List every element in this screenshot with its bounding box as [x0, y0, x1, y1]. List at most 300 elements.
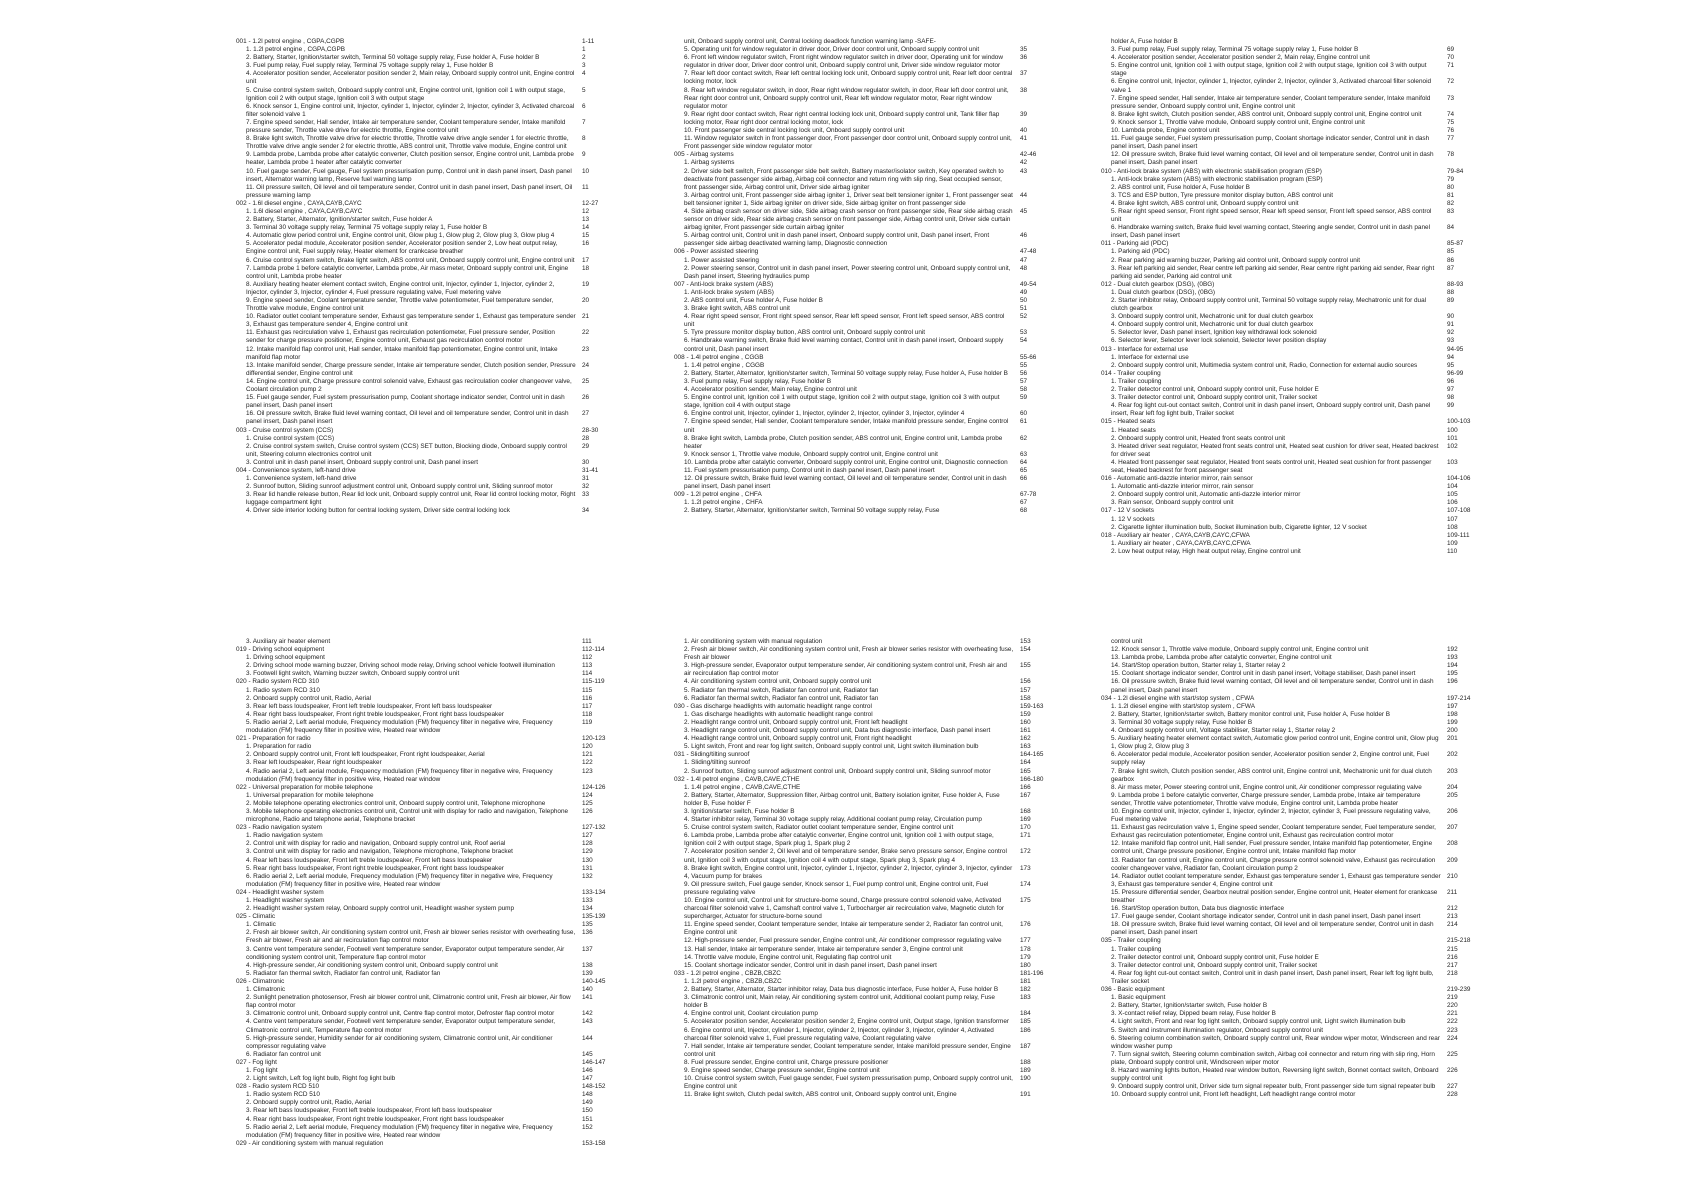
page-number: 71	[1447, 62, 1455, 70]
page-number: 196	[1447, 678, 1458, 686]
entry-text: 8. Rear left window regulator switch, in door, Rear right window regulator switch, in door, Rear left door control unit, Rear right door control unit, Onboard supply control unit, Rear left window regulator motor, Rear right window regulator motor	[684, 86, 1009, 110]
page-number: 43	[1020, 167, 1028, 175]
section-title: 016 - Automatic anti-dazzle interior mirror, rain sensor	[1101, 475, 1253, 483]
page-number: 73	[1447, 94, 1455, 102]
entry-text: 2. Cigarette lighter illumination bulb, Socket illumination bulb, Cigarette lighter, 12 V socket	[1111, 523, 1367, 531]
page-number: 217	[1447, 961, 1458, 969]
section-title: 008 - 1.4l petrol engine , CGGB	[674, 353, 764, 361]
page-number: 141	[582, 994, 593, 1002]
section-heading-row	[1101, 986, 1487, 994]
page-number: 115	[582, 686, 593, 694]
entry-text: 1. Anti-lock brake system (ABS)	[684, 288, 774, 296]
entry-text: 9. Lambda probe 1 before catalytic converter, Charge pressure sender, Lambda probe, Intake air temperature sender, Throttle valve potentiometer, Throttle valve module, Engine control unit, Lambda probe heater	[1111, 791, 1421, 807]
index-entry-row	[1101, 1018, 1487, 1026]
index-entry-row	[236, 1075, 622, 1083]
page-number: 60	[1020, 410, 1028, 418]
section-heading-row	[236, 824, 622, 832]
page-number: 219-239	[1447, 986, 1471, 994]
index-entry-row	[1101, 913, 1487, 921]
page-number: 55-66	[1020, 353, 1037, 361]
index-entry-row	[236, 297, 622, 313]
entry-text: 3. Auxiliary air heater element	[246, 638, 331, 645]
entry-text: 9. Lambda probe, Lambda probe after catalytic converter, Clutch position sensor, Engine control unit, Lambda probe heater, Lambda probe 1 heater after catalytic converter	[246, 151, 574, 167]
index-entry-row	[236, 208, 622, 216]
section-heading-row	[236, 889, 622, 897]
entry-text: 1. Auxiliary air heater , CAYA,CAYB,CAYC,CFWA	[1111, 539, 1251, 547]
page-number: 89	[1447, 297, 1455, 304]
index-entry-row	[1101, 95, 1487, 111]
page-number: 81	[1447, 191, 1455, 199]
index-entry-row	[674, 159, 1060, 167]
section-heading-row	[674, 248, 1060, 256]
page-number: 197	[1447, 702, 1458, 710]
index-entry-row	[1101, 402, 1487, 418]
page-number: 104-106	[1447, 475, 1471, 483]
entry-text: 2. Onboard supply control unit, Front left loudspeaker, Front right loudspeaker, Aerial	[246, 751, 485, 759]
entry-text: 4. Automatic glow period control unit, Engine control unit, Glow plug 1, Glow plug 2, Glow plug 3, Glow plug 4	[246, 232, 555, 240]
page-number: 66	[1020, 475, 1028, 483]
entry-text: 7. Lambda probe 1 before catalytic converter, Lambda probe, Air mass meter, Onboard supply control unit, Engine control unit, Lambda probe heater	[246, 264, 569, 280]
page-number: 137	[582, 945, 593, 953]
page-number: 175	[1020, 897, 1031, 904]
index-entry-row	[236, 743, 622, 751]
index-entry-row	[236, 313, 622, 329]
section-title: 025 - Climatic	[236, 913, 276, 921]
index-entry-row	[674, 313, 1060, 329]
page-number: 19	[582, 280, 590, 288]
section-heading-row	[236, 978, 622, 986]
entry-text: 3. TCS and ESP button, Tyre pressure monitor display button, ABS control unit	[1111, 191, 1334, 199]
page-number: 67	[1020, 499, 1028, 507]
entry-text: 1. Driving school equipment	[246, 654, 325, 662]
index-entry-row	[1101, 483, 1487, 491]
page-number: 62	[1020, 434, 1028, 442]
index-entry-row	[236, 994, 622, 1010]
section-title: 027 - Fog light	[236, 1058, 277, 1066]
index-entry-row	[674, 87, 1060, 111]
page-number: 215-218	[1447, 937, 1471, 945]
page-number: 206	[1447, 807, 1458, 815]
page-number: 144	[582, 1034, 593, 1042]
entry-text: 1. Interface for external use	[1111, 353, 1189, 361]
index-entry-row	[236, 1091, 622, 1099]
entry-text: 1. Preparation for radio	[246, 743, 312, 751]
page-number: 103	[1447, 458, 1458, 466]
entry-text: 4. Air conditioning system control unit, Onboard supply control unit	[684, 678, 872, 686]
page-number: 193	[1447, 654, 1458, 662]
page-number: 119	[582, 718, 593, 726]
page-number: 190	[1020, 1075, 1031, 1083]
index-entry-row	[674, 467, 1060, 475]
section-title: 020 - Radio system RCD 310	[236, 678, 320, 686]
index-entry-row	[236, 662, 622, 670]
entry-text: 2. Battery, Starter, Alternator, Ignition/starter switch, Terminal 50 voltage supply relay, Fuse	[684, 507, 940, 515]
entry-text: 1. Automatic anti-dazzle interior mirror, rain sensor	[1111, 483, 1254, 491]
section-heading-row	[674, 354, 1060, 362]
index-entry-row	[1101, 208, 1487, 224]
page-number: 11	[582, 183, 589, 191]
entry-text: 3. Footwell light switch, Warning buzzer switch, Onboard supply control unit	[246, 670, 460, 678]
page-number: 221	[1447, 1010, 1458, 1018]
page-number: 4	[582, 70, 586, 78]
entry-text: 4. Starter inhibitor relay, Terminal 30 voltage supply relay, Additional coolant pump relay, Circulation pump	[684, 816, 982, 824]
index-entry-row	[1101, 727, 1487, 735]
section-heading-row	[674, 703, 1060, 711]
entry-text: 1. 1.6l diesel engine , CAYA,CAYB,CAYC	[246, 207, 363, 215]
section-heading-row	[1101, 937, 1487, 945]
index-entry-row	[1101, 200, 1487, 208]
page-number: 159-163	[1020, 702, 1044, 710]
entry-text: 4. Side airbag crash sensor on driver side, Side airbag crash sensor on front passenger side, Rear side airbag crash sensor on driver side, Rear side airbag crash sensor on front passenger side, Airbag control unit, Driver side curtain airbag igniter, Front passenger side curtain airbag igniter	[684, 207, 1013, 232]
entry-text: 13. Lambda probe, Lambda probe after catalytic converter, Engine control unit	[1111, 654, 1332, 662]
page-number: 179	[1020, 953, 1031, 961]
page-number: 90	[1447, 313, 1455, 321]
index-entry-row	[674, 265, 1060, 281]
section-heading-row	[1101, 507, 1487, 515]
page-number: 18	[582, 264, 590, 272]
page-number: 109	[1447, 539, 1458, 547]
index-entry-row	[674, 168, 1060, 192]
entry-text: 2. Battery, Starter, Alternator, Ignition/starter switch, Terminal 50 voltage supply relay, Fuse holder A, Fuse holder B	[684, 369, 1008, 377]
page-number: 16	[582, 240, 590, 248]
page-number: 166-180	[1020, 775, 1044, 783]
index-entry-row	[1101, 1083, 1487, 1091]
entry-text: 2. Light switch, Left fog light bulb, Right fog light bulb	[246, 1075, 396, 1083]
index-entry-row	[674, 451, 1060, 459]
index-entry-row	[674, 735, 1060, 743]
page-number: 38	[1020, 86, 1028, 94]
entry-text: 7. Engine speed sender, Hall sender, Intake air temperature sender, Coolant temperature sender, Intake manifold pressure sender, Onboard supply control unit, Engine control unit	[1111, 94, 1431, 110]
index-entry-row	[674, 435, 1060, 451]
section-title: 033 - 1.2l petrol engine , CBZB,CBZC	[674, 969, 781, 977]
entry-text: 11. Window regulator switch in front passenger door, Front passenger door control unit, Onboard supply control unit, Front passenger side window regulator motor	[684, 135, 1012, 151]
entry-text: 2. Sunlight penetration photosensor, Fresh air blower control unit, Climatronic control unit, Fresh air blower, Air flow flap control motor	[246, 994, 571, 1010]
entry-text: 7. Accelerator position sender 2, Oil level and oil temperature sender, Brake servo pressure sensor, Engine control unit, Ignition coil 3 with output stage, Ignition coil 4 with output stage, Spark plug 3, Spark plug 4	[684, 848, 1007, 864]
page-number: 213	[1447, 913, 1458, 921]
index-entry-row	[674, 1091, 1060, 1099]
index-entry-row	[236, 329, 622, 345]
entry-text: 7. Engine speed sender, Hall sender, Intake air temperature sender, Coolant temperature sender, Intake manifold pressure sender, Throttle valve drive for electric throttle, Engine control unit	[246, 118, 566, 135]
index-entry-row	[674, 329, 1060, 337]
page-number: 156	[1020, 678, 1031, 686]
entry-text: 2. Power steering sensor, Control unit in dash panel insert, Power steering control unit, Onboard supply control unit, Dash panel insert, Steering hydraulics pump	[684, 264, 1011, 280]
index-entry-row	[674, 257, 1060, 265]
page-number: 155	[1020, 662, 1031, 670]
entry-text: 14. Engine control unit, Charge pressure control solenoid valve, Exhaust gas recirculation cooler changeover valve, Coolant circulation pump 2	[246, 377, 572, 394]
entry-text: 3. Mobile telephone operating electronics control unit, Control unit with display for radio and navigation, Telephone microphone, Radio and telephone aerial, Telephone bracket	[246, 807, 569, 824]
entry-text: 6. Cruise control system switch, Brake light switch, ABS control unit, Onboard supply control unit, Engine control unit	[246, 256, 575, 264]
entry-text: 1. 1.4l petrol engine , CGGB	[684, 361, 765, 369]
entry-text: 3. Airbag control unit, Front passenger side airbag igniter 1, Driver seat belt tensioner igniter 1, Front passenger seat belt tensioner igniter 1, Side airbag igniter on driver side, Side airbag igniter on front passenger side	[684, 191, 1013, 207]
entry-text: 5. Rear right bass loudspeaker, Front right treble loudspeaker, Front right bass loudspeaker	[246, 864, 504, 872]
page-number: 23	[582, 345, 590, 353]
entry-text: 13. Hall sender, Intake air temperature sender, Intake air temperature sender 3, Engine control unit	[684, 945, 963, 953]
entry-text: 2. Battery, Starter, Ignition/starter switch, Terminal 50 voltage supply relay, Fuse holder A, Fuse holder B	[246, 54, 540, 62]
index-entry-row	[1101, 678, 1487, 694]
entry-text: 3. Onboard supply control unit, Mechatronic unit for dual clutch gearbox	[1111, 313, 1314, 321]
page-number: 112	[582, 654, 593, 662]
entry-text: 12. Intake manifold flap control unit, Hall sender, Intake manifold flap potentiometer, Engine control unit, Intake manifold flap motor	[246, 345, 558, 361]
entry-text: 2. Headlight washer system relay, Onboard supply control unit, Headlight washer system pump	[246, 905, 515, 913]
page-number: 158	[1020, 694, 1031, 702]
page-number: 186	[1020, 1026, 1031, 1034]
entry-text: control unit	[1111, 638, 1143, 645]
entry-text: 3. Heated driver seat regulator, Heated front seats control unit, Heated seat cushion for driver seat, Heated backrest for driver seat	[1111, 442, 1439, 458]
index-entry-row	[1101, 127, 1487, 135]
entry-text: 8. Auxiliary heating heater element contact switch, Engine control unit, Injector, cylinder 1, Injector, cylinder 2, Injector, cylinder 3, Injector, cylinder 4, Fuel pressure regulating valve, Fuel metering valve	[246, 280, 555, 296]
entry-text: 3. Terminal 30 voltage supply relay, Fuse holder B	[1111, 718, 1253, 726]
page-number: 86	[1447, 256, 1455, 264]
index-entry-row	[674, 816, 1060, 824]
entry-text: 11. Fuel system pressurisation pump, Control unit in dash panel insert, Dash panel insert	[684, 466, 935, 474]
page-number: 3	[582, 62, 586, 70]
page-number: 127-132	[582, 824, 606, 832]
index-entry-row	[674, 937, 1060, 945]
page-number: 205	[1447, 791, 1458, 799]
page-number: 220	[1447, 1002, 1458, 1010]
entry-text: 10. Front passenger side central locking lock unit, Onboard supply control unit	[684, 127, 905, 135]
section-heading-row	[236, 913, 622, 921]
page-number: 204	[1447, 783, 1458, 791]
entry-text: 2. Battery, Starter, Ignition/starter switch, Battery monitor control unit, Fuse holder A, Fuse holder B	[1111, 710, 1391, 718]
entry-text: 2. Trailer detector control unit, Onboard supply control unit, Fuse holder E	[1111, 953, 1319, 961]
page-number: 105	[1447, 491, 1458, 499]
entry-text: 1. Radio navigation system	[246, 832, 323, 840]
entry-text: 2. Fresh air blower switch, Air conditioning system control unit, Fresh air blower series resistor with overheating fuse, Fresh air blower, Fresh air and air recirculation flap control motor	[246, 929, 576, 945]
section-title: 030 - Gas discharge headlights with automatic headlight range control	[674, 702, 872, 710]
page-number: 224	[1447, 1034, 1458, 1042]
entry-text: 5. Selector lever, Dash panel insert, Ignition key withdrawal lock solenoid	[1111, 329, 1317, 337]
entry-text: 1. Headlight washer system	[246, 897, 325, 904]
index-entry-row	[1101, 670, 1487, 678]
entry-text: 3. High-pressure sender, Evaporator output temperature sender, Air conditioning system control unit, Fresh air and air recirculation flap control motor	[684, 662, 1007, 678]
entry-text: 7. Engine speed sender, Hall sender, Coolant temperature sender, Intake manifold pressure sender, Engine control unit	[684, 418, 1009, 434]
page-number: 50	[1020, 297, 1028, 304]
section-heading-row	[236, 38, 622, 46]
page-number: 85-87	[1447, 240, 1464, 248]
index-entry-row	[1101, 994, 1487, 1002]
index-entry-row	[1101, 711, 1487, 719]
section-heading-row	[1101, 168, 1487, 176]
entry-text: 15. Fuel gauge sender, Fuel system pressurisation pump, Coolant shortage indicator sender, Control unit in dash panel insert, Dash panel insert	[246, 394, 565, 410]
index-entry-row	[236, 962, 622, 970]
index-entry-row	[236, 1124, 622, 1140]
entry-text: 2. Starter inhibitor relay, Onboard supply control unit, Terminal 50 voltage supply relay, Mechatronic unit for dual clutch gearbox	[1111, 297, 1427, 313]
section-heading-row	[1101, 418, 1487, 426]
index-entry-row	[674, 832, 1060, 848]
index-entry-row	[1101, 1027, 1487, 1035]
entry-text: 3. Rain sensor, Onboard supply control unit	[1111, 499, 1234, 507]
index-entry-row	[674, 1027, 1060, 1043]
entry-text: 10. Lambda probe after catalytic converter, Onboard supply control unit, Engine control unit, Diagnostic connection	[684, 458, 1008, 466]
entry-text: 1. Convenience system, left-hand drive	[246, 475, 357, 483]
index-entry-row	[236, 1051, 622, 1059]
section-title: 019 - Driving school equipment	[236, 646, 325, 654]
entry-text: 1. Airbag systems	[684, 159, 735, 167]
section-heading-row	[1101, 475, 1487, 483]
entry-text: 2. Onboard supply control unit, Multimedia system control unit, Radio, Connection for external audio sources	[1111, 361, 1418, 369]
page-number: 32	[582, 483, 590, 491]
page-number: 13	[582, 216, 590, 224]
index-entry-row	[236, 703, 622, 711]
entry-text: 9. Rear right door contact switch, Rear right central locking lock unit, Onboard supply control unit, Tank filler flap locking motor, Rear right door central locking motor, lock	[684, 110, 1000, 126]
page-number: 118	[582, 710, 593, 718]
page-number: 108	[1447, 523, 1458, 531]
entry-text: 3. Fuel pump relay, Fuel supply relay, Fuse holder B	[684, 377, 832, 385]
index-entry-row	[1101, 46, 1487, 54]
page-number: 37	[1020, 70, 1028, 78]
entry-text: 1. 12 V sockets	[1111, 515, 1155, 523]
entry-text: 10. Engine control unit, Injector, cylinder 1, Injector, cylinder 2, Injector, cylinder 3, Fuel pressure regulating valve, Fuel metering valve	[1111, 807, 1431, 824]
page-number: 102	[1447, 442, 1458, 450]
entry-text: 12. Oil pressure switch, Brake fluid level warning contact, Oil level and oil temperature sender, Control unit in dash panel insert, Dash panel insert	[684, 475, 1007, 491]
index-entry-row	[1101, 62, 1487, 78]
page-number: 107	[1447, 515, 1458, 523]
entry-text: 5. Rear right speed sensor, Front right speed sensor, Rear left speed sensor, Front left speed sensor, ABS control unit	[1111, 207, 1432, 224]
index-entry-row	[674, 127, 1060, 135]
page-number: 17	[582, 256, 590, 264]
entry-text: 1. Radio system RCD 310	[246, 686, 320, 694]
index-entry-row	[674, 978, 1060, 986]
section-heading-row	[1101, 281, 1487, 289]
entry-text: 10. Cruise control system switch, Fuel gauge sender, Fuel system pressurisation pump, Onboard supply control unit, Engine control unit	[684, 1075, 1013, 1091]
entry-text: 2. ABS control unit, Fuse holder A, Fuse holder B	[684, 297, 823, 304]
page-number: 132	[582, 872, 593, 880]
page-number: 197-214	[1447, 694, 1471, 702]
index-entry-row	[1101, 824, 1487, 840]
page-number: 176	[1020, 921, 1031, 929]
page-number: 195	[1447, 670, 1458, 678]
index-entry-row	[1101, 354, 1487, 362]
entry-text: 4. Driver side interior locking button for central locking system, Driver side central locking lock	[246, 507, 510, 515]
page-number: 49-54	[1020, 280, 1037, 288]
index-entry-row	[236, 1067, 622, 1075]
entry-text: 6. Handbrake warning switch, Brake fluid level warning contact, Control unit in dash panel insert, Onboard supply control unit, Dash panel insert	[684, 337, 1004, 353]
entry-text: 4. Accelerator position sender, Main relay, Engine control unit	[684, 386, 857, 394]
section-heading-row	[674, 281, 1060, 289]
page-number: 142	[582, 1010, 593, 1018]
index-entry-row	[236, 394, 622, 410]
page-number: 125	[582, 799, 593, 807]
page-number: 94	[1447, 353, 1455, 361]
section-title: 035 - Trailer coupling	[1101, 937, 1161, 945]
index-entry-row	[1101, 524, 1487, 532]
page-number: 200	[1447, 727, 1458, 735]
page-number: 100	[1447, 426, 1458, 434]
page-number: 28-30	[582, 426, 599, 434]
page-number: 146-147	[582, 1058, 606, 1066]
index-entry-row	[236, 921, 622, 929]
page-number: 36	[1020, 54, 1028, 62]
index-entry-row	[236, 1035, 622, 1051]
page-number: 169	[1020, 816, 1031, 824]
page-number: 180	[1020, 961, 1031, 969]
index-entry-row	[1101, 386, 1487, 394]
entry-text: 2. Rear parking aid warning buzzer, Parking aid control unit, Onboard supply control unit	[1111, 256, 1361, 264]
index-entry-row	[236, 1116, 622, 1124]
index-entry-row	[236, 483, 622, 491]
entry-text: 4. Rear fog light cut-out contact switch, Control unit in dash panel insert, Onboard supply control unit, Dash panel insert, Rear left fog light bulb, Trailer socket	[1111, 402, 1431, 418]
index-entry-row	[674, 1067, 1060, 1075]
index-entry-row	[236, 1099, 622, 1107]
page-number: 157	[1020, 686, 1031, 694]
entry-text: 3. Terminal 30 voltage supply relay, Terminal 75 voltage supply relay 1, Fuse holder B	[246, 224, 488, 232]
entry-text: 4. Rear right speed sensor, Front right speed sensor, Rear left speed sensor, Front left speed sensor, ABS control unit	[684, 313, 1005, 329]
entry-text: 11. Fuel gauge sender, Fuel system pressurisation pump, Coolant shortage indicator sender, Control unit in dash panel insert, Dash panel insert	[1111, 135, 1430, 151]
index-entry-row	[1101, 427, 1487, 435]
index-entry-row	[1101, 378, 1487, 386]
section-title: 034 - 1.2l diesel engine with start/stop system , CFWA	[1101, 694, 1255, 702]
section-heading-row	[236, 467, 622, 475]
section-title: 032 - 1.4l petrol engine , CAVB,CAVE,CTHE	[674, 775, 800, 783]
page-number: 41	[1020, 135, 1028, 143]
entry-text: 3. Rear left bass loudspeaker, Front left treble loudspeaker, Front left bass loudspeaker	[246, 1107, 493, 1115]
entry-text: 5. Auxiliary heating heater element contact switch, Automatic glow period control unit, Engine control unit, Glow plug 1, Glow plug 2, Glow plug 3	[1111, 735, 1439, 751]
index-entry-row	[236, 410, 622, 426]
index-entry-row	[236, 475, 622, 483]
page-number: 75	[1447, 118, 1455, 126]
page-number: 209	[1447, 856, 1458, 864]
page-number: 79	[1447, 175, 1455, 183]
page-number: 83	[1447, 207, 1455, 215]
index-entry-row	[1101, 703, 1487, 711]
entry-text: 3. Control unit with display for radio and navigation, Telephone microphone, Telephone bracket	[246, 848, 513, 856]
entry-text: 5. Switch and instrument illumination regulator, Onboard supply control unit	[1111, 1026, 1324, 1034]
entry-text: 5. Accelerator position sender, Accelerator position sender 2, Engine control unit, Output stage, Ignition transformer	[684, 1018, 1010, 1026]
entry-text: 1. 1.2l petrol engine , CBZB,CBZC	[684, 977, 782, 985]
page-number: 6	[582, 102, 586, 110]
page-number: 116	[582, 694, 593, 702]
entry-text: 6. Engine control unit, Injector, cylinder 1, Injector, cylinder 2, Injector, cylinder 3, Injector, cylinder 4	[684, 410, 965, 418]
entry-text: 11. Brake light switch, Clutch pedal switch, ABS control unit, Onboard supply control unit, Engine	[684, 1091, 957, 1099]
page-number: 129	[582, 848, 593, 856]
entry-text: 14. Throttle valve module, Engine control unit, Regulating flap control unit	[684, 953, 892, 961]
page-number: 26	[582, 394, 590, 402]
page-number: 172	[1020, 848, 1031, 856]
page-number: 24	[582, 361, 590, 369]
page-number: 117	[582, 702, 593, 710]
page-number: 45	[1020, 207, 1028, 215]
index-entry-row	[1101, 329, 1487, 337]
entry-text: 16. Start/Stop operation button, Data bus diagnostic interface	[1111, 905, 1285, 913]
index-entry-row	[674, 768, 1060, 776]
page-number: 153	[1020, 638, 1031, 645]
page-number: 114	[582, 670, 593, 678]
page-number: 61	[1020, 418, 1028, 426]
entry-text: 3. Control unit in dash panel insert, Onboard supply control unit, Dash panel insert	[246, 458, 478, 466]
page-number: 199	[1447, 718, 1458, 726]
entry-text: 1. Anti-lock brake system (ABS) with electronic stabilisation program (ESP)	[1111, 175, 1323, 183]
index-entry-row	[674, 135, 1060, 151]
entry-text: 6. Selector lever, Selector lever lock solenoid, Selector lever position display	[1111, 337, 1327, 345]
page-number: 35	[1020, 46, 1028, 54]
entry-text: 15. Pressure differential sender, Gearbox neutral position sender, Engine control unit, Heater element for crankcase breather	[1111, 888, 1438, 904]
page-number: 212	[1447, 905, 1458, 913]
index-entry-row	[674, 1075, 1060, 1091]
entry-text: 1. 1.4l petrol engine , CAVB,CAVE,CTHE	[684, 783, 801, 791]
page-number: 59	[1020, 394, 1028, 402]
index-entry-row	[1101, 638, 1487, 646]
index-entry-row	[236, 216, 622, 224]
entry-text: 8. Brake light switch, Throttle valve drive for electric throttle, Throttle valve drive angle sender 1 for electric throttle, Throttle valve drive angle sender 2 for electric throttle, ABS control unit, Throttle valve module, Engine control unit	[246, 135, 569, 151]
page-number: 2	[582, 54, 586, 62]
section-title: 001 - 1.2l petrol engine , CGPA,CGPB	[236, 38, 345, 45]
page-number: 160	[1020, 718, 1031, 726]
entry-text: 3. Rear lid handle release button, Rear lid lock unit, Onboard supply control unit, Rear lid control locking motor, Right luggage compartment light	[246, 491, 576, 507]
entry-text: 4. Accelerator position sender, Accelerator position sender 2, Main relay, Onboard supply control unit, Engine control unit	[246, 70, 575, 86]
index-entry-row	[1101, 792, 1487, 808]
page-number: 100-103	[1447, 418, 1471, 426]
